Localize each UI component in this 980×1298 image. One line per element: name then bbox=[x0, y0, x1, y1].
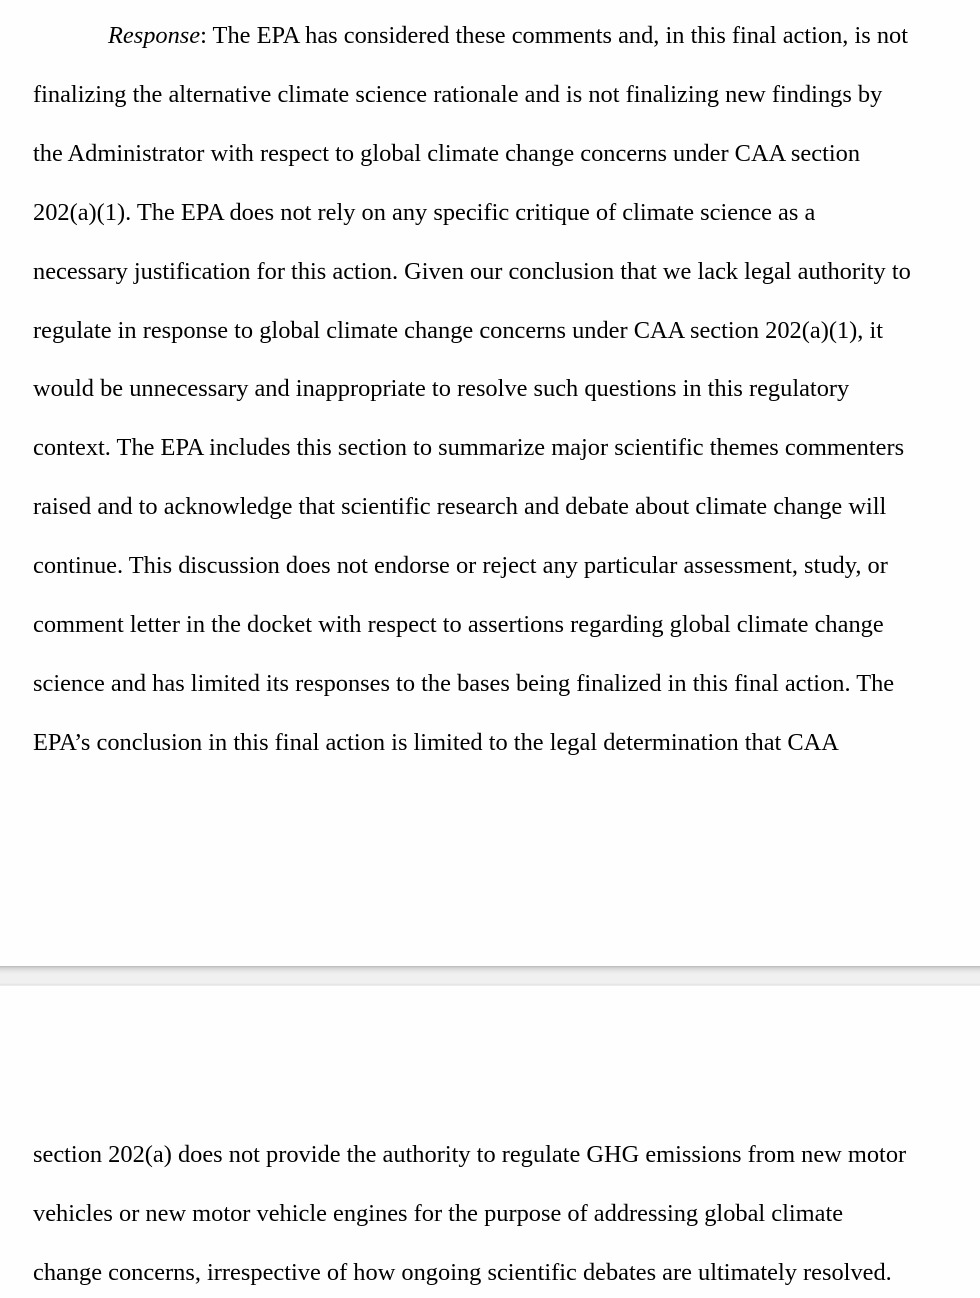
text-line: regulate in response to global climate change concerns under CAA section 202(a)(1), it bbox=[33, 317, 884, 344]
text-line: science and has limited its responses to the bases being finalized in this final action. The bbox=[33, 670, 895, 697]
text-line: would be unnecessary and inappropriate to resolve such questions in this regulatory bbox=[33, 375, 850, 402]
text-line: finalizing the alternative climate science rationale and is not finalizing new findings by bbox=[33, 81, 883, 108]
text-line: section 202(a) does not provide the authority to regulate GHG emissions from new motor bbox=[33, 1141, 907, 1168]
first-line-text: : The EPA has considered these comments and, in this final action, is not bbox=[200, 22, 909, 49]
text-line: context. The EPA includes this section to summarize major scientific themes commenters bbox=[33, 434, 905, 461]
text-line: change concerns, irrespective of how ongoing scientific debates are ultimately resolved. bbox=[33, 1259, 892, 1286]
text-line: 202(a)(1). The EPA does not rely on any specific critique of climate science as a bbox=[33, 199, 816, 226]
text-line: vehicles or new motor vehicle engines for the purpose of addressing global climate bbox=[33, 1200, 844, 1227]
text-line: necessary justification for this action. Given our conclusion that we lack legal authority to bbox=[33, 258, 911, 285]
text-line: EPA’s conclusion in this final action is limited to the legal determination that CAA bbox=[33, 729, 839, 756]
text-line: continue. This discussion does not endorse or reject any particular assessment, study, or bbox=[33, 552, 888, 579]
paragraph-first-line bbox=[108, 21, 908, 51]
text-line: the Administrator with respect to global climate change concerns under CAA section bbox=[33, 140, 861, 167]
text-line: comment letter in the docket with respect to assertions regarding global climate change bbox=[33, 611, 884, 638]
text-line: raised and to acknowledge that scientific research and debate about climate change will bbox=[33, 493, 887, 520]
page-break-separator bbox=[0, 966, 980, 986]
response-label: Response bbox=[108, 22, 201, 49]
document-page-2 bbox=[0, 986, 980, 1298]
